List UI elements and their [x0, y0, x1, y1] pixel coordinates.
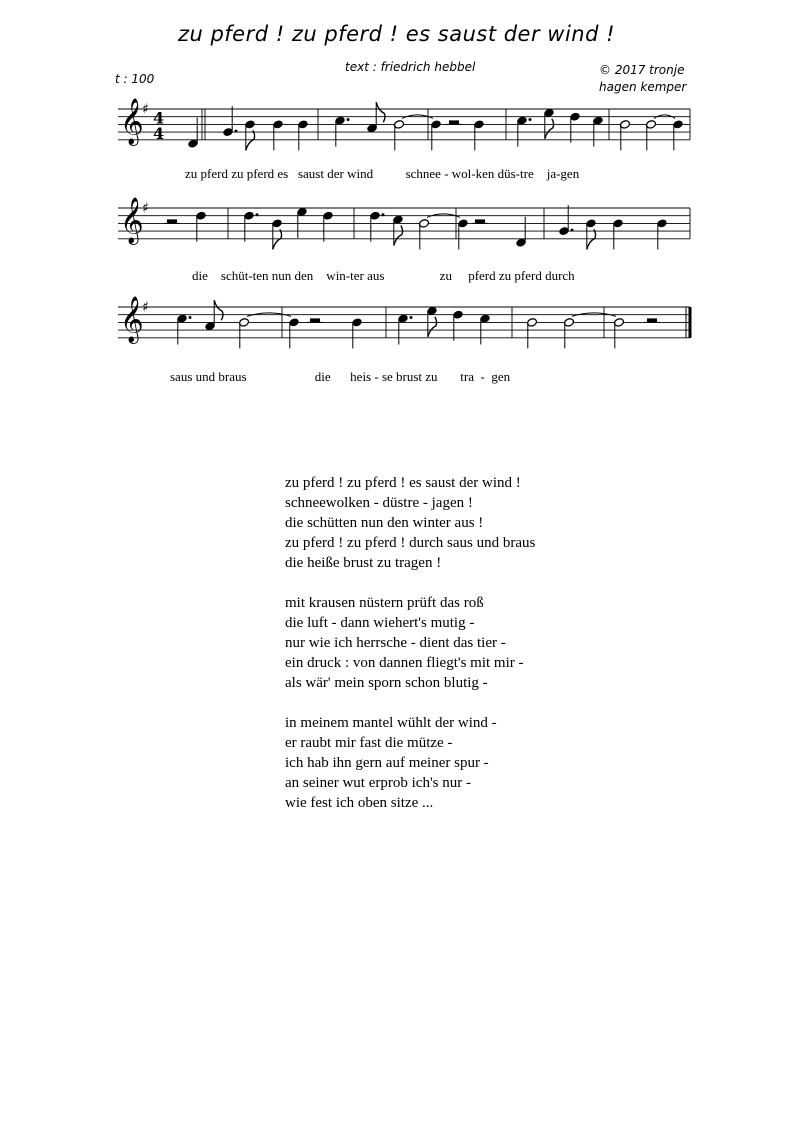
music-score — [0, 0, 793, 400]
poem-line: mit krausen nüstern prüft das roß — [285, 595, 484, 611]
eighth-flag — [587, 229, 596, 249]
half-rest — [647, 318, 657, 322]
text-credit: text : friedrich hebbel — [345, 60, 476, 74]
augmentation-dot — [189, 316, 192, 319]
poem — [285, 473, 535, 813]
tempo-marking: t : 100 — [115, 72, 155, 86]
eighth-flag — [545, 119, 554, 139]
treble-clef: 𝄞 — [120, 296, 144, 343]
eighth-flag — [214, 300, 223, 320]
augmentation-dot — [382, 213, 385, 216]
half-rest — [449, 120, 459, 124]
augmentation-dot — [347, 118, 350, 121]
poem-line: in meinem mantel wühlt der wind - — [285, 715, 497, 731]
treble-clef: 𝄞 — [120, 98, 144, 145]
augmentation-dot — [529, 118, 532, 121]
eighth-flag — [376, 102, 385, 122]
composer-name: hagen kemper — [599, 80, 687, 94]
half-rest — [167, 219, 177, 223]
page-title: zu pferd ! zu pferd ! es saust der wind ! — [177, 22, 616, 46]
final-barline-thick — [689, 307, 692, 338]
poem-line: zu pferd ! zu pferd ! durch saus und braus — [285, 535, 536, 551]
copyright-line: © 2017 tronje — [599, 63, 685, 77]
poem-line: die luft - dann wiehert's mutig - — [285, 615, 475, 631]
poem-line: er raubt mir fast die mütze - — [285, 735, 453, 751]
poem-line: wie fest ich oben sitze ... — [285, 795, 434, 811]
half-rest — [475, 219, 485, 223]
augmentation-dot — [256, 213, 259, 216]
stanza-gap — [285, 693, 535, 713]
augmentation-dot — [235, 130, 238, 133]
half-rest — [310, 318, 320, 322]
poem-line: die schütten nun den winter aus ! — [285, 515, 484, 531]
eighth-flag — [273, 229, 282, 249]
eighth-flag — [246, 130, 255, 150]
poem-line: an seiner wut erprob ich's nur - — [285, 775, 471, 791]
treble-clef: 𝄞 — [120, 197, 144, 244]
eighth-flag — [394, 226, 403, 246]
poem-line: die heiße brust zu tragen ! — [285, 555, 442, 571]
poem-line: ich hab ihn gern auf meiner spur - — [285, 755, 489, 771]
key-signature-sharp: ♯ — [142, 101, 149, 118]
key-signature-sharp: ♯ — [142, 299, 149, 316]
augmentation-dot — [571, 229, 574, 232]
poem-line: als wär' mein sporn schon blutig - — [285, 675, 488, 691]
augmentation-dot — [410, 316, 413, 319]
time-signature-bottom: 4 — [153, 123, 165, 143]
poem-line: zu pferd ! zu pferd ! es saust der wind ! — [285, 475, 521, 491]
poem-line: nur wie ich herrsche - dient das tier - — [285, 635, 506, 651]
key-signature-sharp: ♯ — [142, 200, 149, 217]
lyric-line-2: die schüt-ten nun den win-ter aus zu pferd zu pferd durch — [192, 268, 575, 283]
stanza-gap — [285, 573, 535, 593]
poem-line: schneewolken - düstre - jagen ! — [285, 495, 473, 511]
time-signature-top: 4 — [153, 108, 165, 128]
eighth-flag — [428, 317, 437, 337]
lyric-line-3: saus und braus die heis - se brust zu tra - gen — [170, 369, 511, 384]
poem-line: ein druck : von dannen fliegt's mit mir - — [285, 655, 524, 671]
lyric-line-1: zu pferd zu pferd es saust der wind schnee - wol-ken düs-tre ja-gen — [185, 166, 580, 181]
